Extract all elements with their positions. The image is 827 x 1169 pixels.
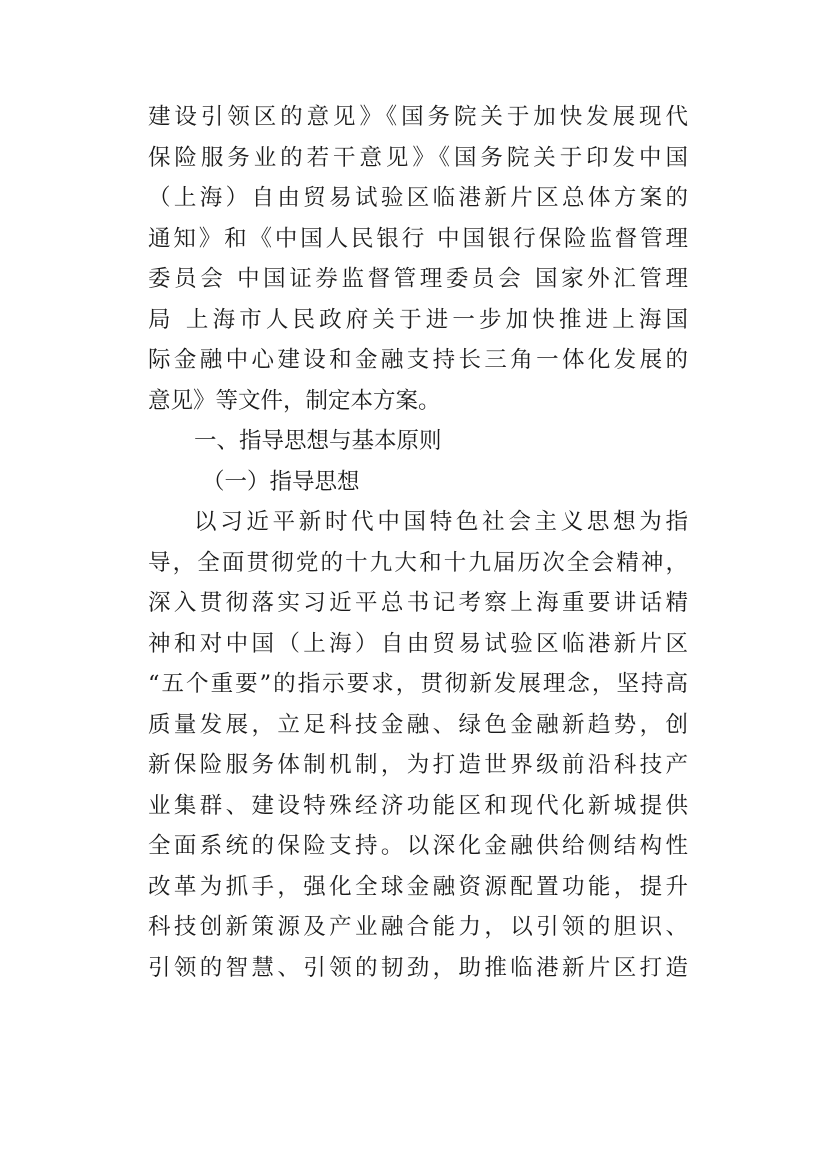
- text-line: （上海）自由贸易试验区临港新片区总体方案的: [148, 185, 688, 211]
- text-line: 以习近平新时代中国特色社会主义思想为指: [194, 509, 688, 535]
- text-line: 神和对中国（上海）自由贸易试验区临港新片区: [148, 630, 688, 657]
- text-line: 际金融中心建设和金融支持长三角一体化发展的: [148, 347, 688, 373]
- section-heading: 一、指导思想与基本原则: [194, 428, 442, 454]
- subsection-heading: （一）指导思想: [202, 468, 360, 495]
- text-line: 通知》和《中国人民银行 中国银行保险监督管理: [148, 225, 688, 252]
- text-line: 质量发展，立足科技金融、绿色金融新趋势，创: [148, 711, 688, 738]
- document-body: [148, 97, 688, 988]
- text-line: 保险服务业的若干意见》《国务院关于印发中国: [148, 144, 688, 171]
- text-line: 意见》等文件，制定本方案。: [148, 387, 441, 414]
- text-line: 改革为抓手，强化全球金融资源配置功能，提升: [148, 873, 688, 900]
- text-line: 导，全面贯彻党的十九大和十九届历次全会精神，: [148, 549, 688, 576]
- text-line: 建设引领区的意见》《国务院关于加快发展现代: [148, 104, 688, 130]
- text-line: 深入贯彻落实习近平总书记考察上海重要讲话精: [148, 590, 688, 616]
- text-line: 全面系统的保险支持。以深化金融供给侧结构性: [148, 833, 688, 859]
- text-line: “五个重要”的指示要求，贯彻新发展理念，坚持高: [148, 671, 688, 697]
- text-line: 新保险服务体制机制，为打造世界级前沿科技产: [148, 752, 688, 778]
- text-line: 业集群、建设特殊经济功能区和现代化新城提供: [148, 792, 688, 819]
- text-line: 科技创新策源及产业融合能力，以引领的胆识、: [148, 914, 688, 940]
- text-line: 委员会 中国证券监督管理委员会 国家外汇管理: [148, 266, 688, 292]
- text-line: 引领的智慧、引领的韧劲，助推临港新片区打造: [148, 954, 688, 981]
- text-line: 局 上海市人民政府关于进一步加快推进上海国: [148, 306, 688, 333]
